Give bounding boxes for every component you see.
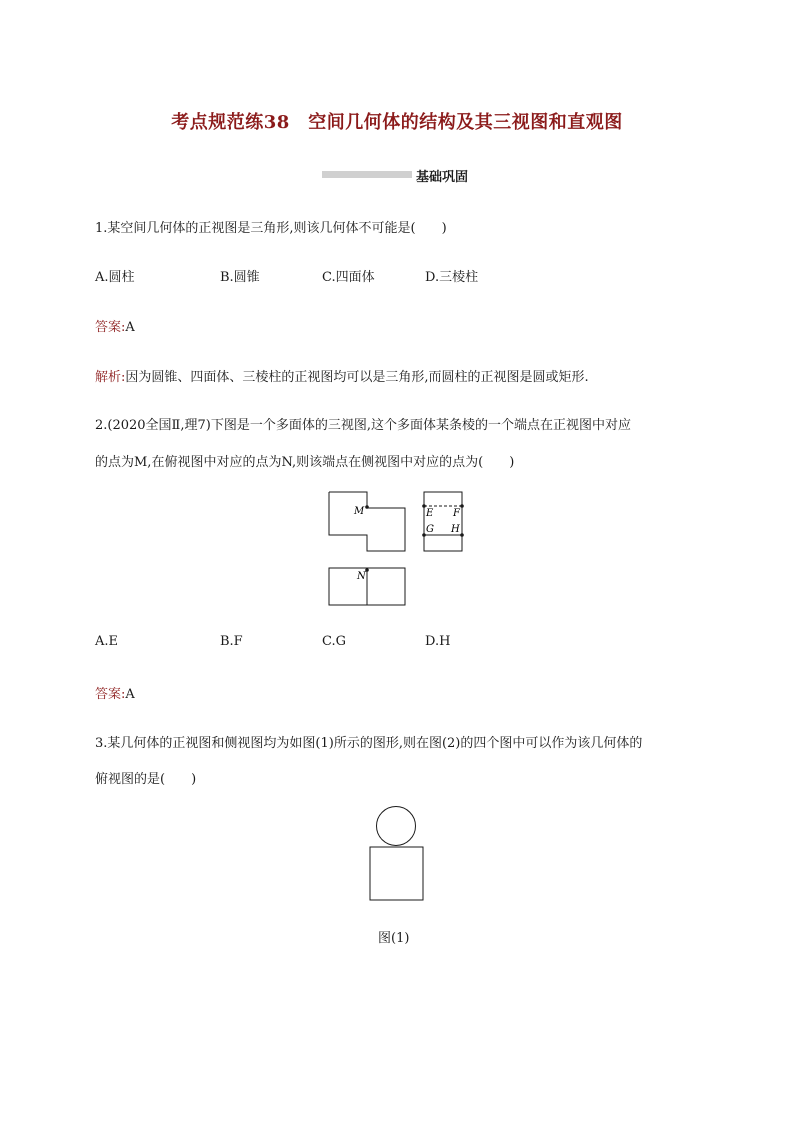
q2-option-c: C.G xyxy=(322,634,347,649)
label-h: H xyxy=(451,524,460,535)
figure-circle xyxy=(377,807,416,846)
q1-option-b: B.圆锥 xyxy=(220,270,260,285)
label-f: F xyxy=(453,508,460,519)
q2-option-d: D.H xyxy=(425,634,451,649)
side-view-outline xyxy=(424,492,462,551)
q2-option-b: B.F xyxy=(220,634,243,649)
point-f-dot xyxy=(460,504,464,508)
q2-answer xyxy=(95,683,135,702)
label-e: E xyxy=(426,508,434,519)
q2-three-views-figure xyxy=(320,485,480,615)
point-m-dot xyxy=(365,505,369,509)
page-title: 考点规范练38 空间几何体的结构及其三视图和直观图 xyxy=(171,112,623,133)
q2-stem-line2: 的点为M,在俯视图中对应的点为N,则该端点在侧视图中对应的点为( ) xyxy=(95,455,515,470)
label-n: N xyxy=(357,571,366,582)
label-m: M xyxy=(354,506,365,517)
q2-stem-line1: 2.(2020全国Ⅱ,理7)下图是一个多面体的三视图,这个多面体某条棱的一个端点在正视图中对应 xyxy=(95,418,632,433)
front-view-outline xyxy=(329,492,405,551)
q1-option-c: C.四面体 xyxy=(322,270,375,285)
section-heading: 基础巩固 xyxy=(416,170,469,185)
q1-analysis xyxy=(95,366,589,385)
q1-answer xyxy=(95,316,135,335)
analysis-text: 因为圆锥、四面体、三棱柱的正视图均可以是三角形,而圆柱的正视图是圆或矩形. xyxy=(125,370,589,385)
q3-stem-line1: 3.某几何体的正视图和侧视图均为如图(1)所示的图形,则在图(2)的四个图中可以作为该几何体的 xyxy=(95,736,643,751)
q1-stem: 1.某空间几何体的正视图是三角形,则该几何体不可能是( ) xyxy=(95,221,447,236)
q3-figure-1 xyxy=(360,800,440,910)
figure-square xyxy=(370,847,423,900)
q3-stem-line2: 俯视图的是( ) xyxy=(95,772,197,787)
q1-option-d: D.三棱柱 xyxy=(425,270,479,285)
section-divider-bar xyxy=(322,171,412,178)
answer-value: A xyxy=(125,320,135,335)
analysis-label: 解析: xyxy=(95,370,126,385)
answer-label: 答案: xyxy=(95,320,126,335)
answer-value: A xyxy=(125,687,135,702)
label-g: G xyxy=(426,524,434,535)
q2-option-a: A.E xyxy=(95,634,119,649)
answer-label: 答案: xyxy=(95,687,126,702)
point-h-dot xyxy=(460,533,464,537)
q1-option-a: A.圆柱 xyxy=(95,270,135,285)
q3-figure-caption: 图(1) xyxy=(378,931,410,946)
